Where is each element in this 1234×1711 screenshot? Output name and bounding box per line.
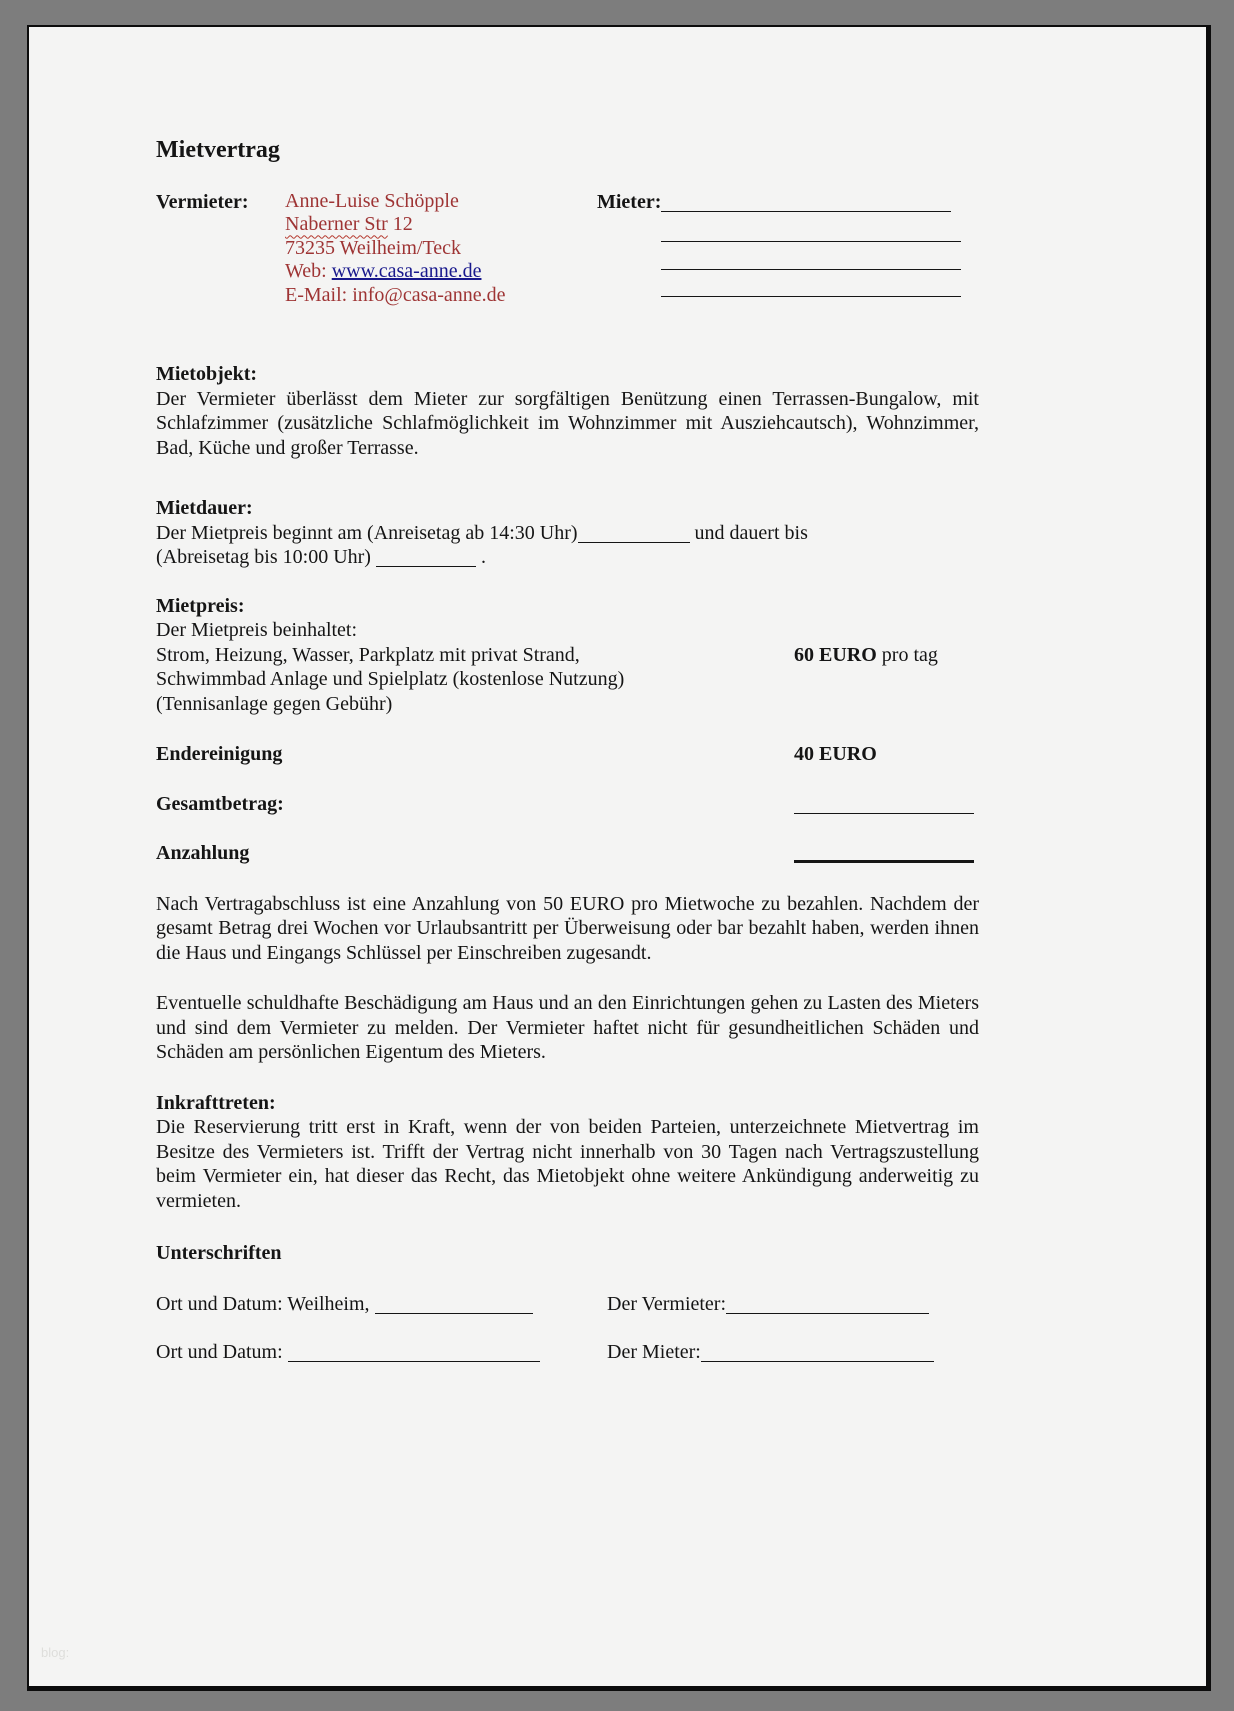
mietpreis-item1-row: [156, 643, 979, 668]
vermieter-street: [285, 213, 506, 236]
ort-datum-mieter-label: Ort und Datum:: [156, 1341, 288, 1363]
abreisetag-text: (Abreisetag bis 10:00 Uhr): [156, 546, 376, 568]
misspelled-street-word: Naberner Str: [285, 213, 388, 236]
anreisetag-blank-line: [578, 541, 690, 543]
website-link[interactable]: www.casa-anne.de: [331, 260, 482, 283]
mieter-label: Mieter:: [597, 191, 662, 213]
mieter-blank-line: [661, 270, 961, 298]
price-per-day: [794, 643, 938, 668]
anzahlung-row: [156, 841, 979, 866]
endereinigung-label: Endereinigung: [156, 743, 283, 765]
vermieter-name: Anne-Luise Schöpple: [285, 190, 459, 212]
document-title: Mietvertrag: [156, 137, 280, 163]
contract-content: [156, 135, 979, 1365]
vermieter-signature-cell: [607, 1292, 929, 1317]
unterschriften-heading: Unterschriften: [156, 1242, 282, 1264]
section-mietpreis: [156, 594, 979, 717]
vermieter-label: Vermieter:: [156, 191, 249, 213]
vermieter-signature-blank-line: [726, 1312, 929, 1314]
section-mietobjekt: [156, 362, 979, 460]
gesamtbetrag-row: [156, 792, 979, 817]
mieter-blank-line: [661, 242, 961, 270]
mietpreis-item2: Schwimmbad Anlage und Spielplatz (kostenlose Nutzung): [156, 668, 625, 690]
email-label: E-Mail:: [285, 283, 353, 306]
anzahlung-blank-line: [794, 859, 974, 863]
abreisetag-blank-line: [376, 565, 476, 567]
parties-block: [156, 190, 979, 310]
mietdauer-line2: [156, 545, 979, 570]
street-number: 12: [387, 213, 413, 236]
der-vermieter-label: Der Vermieter:: [607, 1292, 727, 1315]
mietdauer-heading: Mietdauer:: [156, 497, 253, 519]
mieter-name-blank-line: [661, 210, 951, 212]
mietpreis-intro: Der Mietpreis beinhaltet:: [156, 619, 358, 641]
paragraph-haftung: Eventuelle schuldhafte Beschädigung am Haus und an den Einrichtungen gehen zu Lasten des Mieters und sind dem Vermieter zu melden. Der Vermieter haftet nicht für gesundheitlichen Schäden und Schäden am persönlichen Eigentum des Mieters.: [156, 992, 979, 1063]
anzahlung-blank-wrap: [794, 841, 974, 866]
inkrafttreten-body: Die Reservierung tritt erst in Kraft, wenn der von beiden Parteien, unterzeichnete Mietvertrag im Besitze des Vermieters ist. Trifft der Vertrag nicht innerhalb von 30 Tagen nach Vertragszustellung beim Vermieter ein, hat dieser das Recht, das Mietobjekt ohne weitere Ankündigung anderweitig zu vermieten.: [156, 1116, 979, 1212]
mieter-blank-line: [661, 215, 961, 243]
section-inkrafttreten: [156, 1091, 979, 1214]
anreisetag-text: Der Mietpreis beginnt am (Anreisetag ab 14:30 Uhr): [156, 521, 578, 544]
ort-datum-vermieter-blank-line: [375, 1312, 533, 1314]
endereinigung-row: [156, 742, 979, 767]
mieter-signature-blank-line: [701, 1360, 934, 1362]
ort-datum-mieter-blank-line: [288, 1360, 540, 1362]
mieter-name-row: [597, 190, 961, 215]
email-address: info@casa-anne.de: [352, 283, 506, 306]
ort-datum-vermieter-label: Ort und Datum: Weilheim,: [156, 1292, 375, 1315]
vermieter-address: [285, 190, 506, 307]
mietobjekt-body: Der Vermieter überlässt dem Mieter zur sorgfältigen Benützung einen Terrassen-Bungalow, mit Schlafzimmer (zusätzliche Schlafmöglichkeit im Wohnzimmer mit Ausziehcautsch), Wohnzimmer, Bad, Küche und großer Terrasse.: [156, 387, 979, 459]
vermieter-web-row: [285, 260, 506, 283]
gesamtbetrag-label: Gesamtbetrag:: [156, 792, 284, 815]
vermieter-email-row: [285, 284, 506, 307]
dauert-bis-text: und dauert bis: [689, 521, 808, 544]
contract-page: [27, 25, 1211, 1691]
mieter-signature-cell: [607, 1340, 934, 1365]
signature-row-mieter: [156, 1340, 979, 1365]
period-text: .: [475, 546, 486, 568]
gesamtbetrag-blank-wrap: [794, 792, 974, 817]
vermieter-city: 73235 Weilheim/Teck: [285, 236, 462, 259]
watermark-text: blog:: [41, 1645, 70, 1660]
price-value: 60 EURO: [794, 643, 877, 666]
paragraph-anzahlung: Nach Vertragabschluss ist eine Anzahlung von 50 EURO pro Mietwoche zu bezahlen. Nachdem der gesamt Betrag drei Wochen vor Urlaubsantritt per Überweisung oder bar bezahlt haben, werden ihnen die Haus und Eingangs Schlüssel per Einschreiben zugesandt.: [156, 892, 979, 964]
mietpreis-item3: (Tennisanlage gegen Gebühr): [156, 692, 393, 715]
mietpreis-heading: Mietpreis:: [156, 594, 245, 617]
inkrafttreten-heading: Inkrafttreten:: [156, 1091, 276, 1114]
signature-row-vermieter: [156, 1292, 979, 1317]
endereinigung-value: 40 EURO: [794, 743, 877, 765]
gesamtbetrag-blank-line: [794, 812, 974, 814]
price-unit: pro tag: [876, 643, 938, 666]
der-mieter-label: Der Mieter:: [607, 1341, 701, 1363]
mietpreis-item1: Strom, Heizung, Wasser, Parkplatz mit privat Strand,: [156, 643, 580, 666]
web-label: Web:: [285, 260, 332, 283]
section-mietdauer: [156, 496, 979, 570]
anzahlung-label: Anzahlung: [156, 842, 250, 864]
mieter-block: [597, 190, 961, 297]
mietdauer-line1: [156, 521, 979, 546]
mietobjekt-heading: Mietobjekt:: [156, 363, 258, 385]
